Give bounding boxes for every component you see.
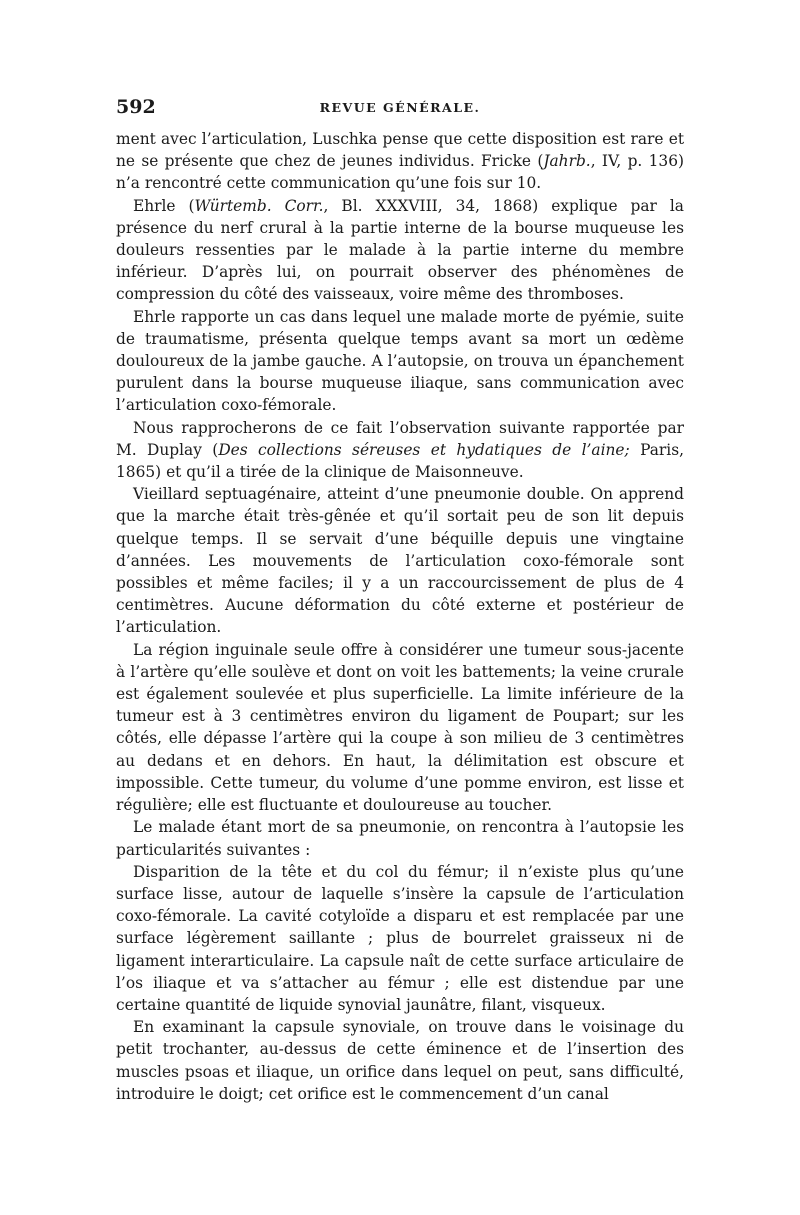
paragraph bbox=[116, 816, 684, 860]
paragraph bbox=[116, 306, 684, 417]
text-segment: , IV, p. 136) n’a rencontré cette communication qu’une fois sur 10. bbox=[116, 152, 684, 193]
paragraph bbox=[116, 1016, 684, 1105]
running-title: REVUE GÉNÉRALE. bbox=[319, 100, 481, 115]
paragraph bbox=[116, 483, 684, 638]
paragraph bbox=[116, 861, 684, 1016]
text-segment: Ehrle rapporte un cas dans lequel une malade morte de pyémie, suite de traumatisme, présenta quelque temps avant sa mort un œdème douloureux de la jambe gauche. A l’autopsie, on trouva un épanchement purulent dans la bourse muqueuse iliaque, sans communication avec l’articulation coxo-fémorale. bbox=[116, 307, 684, 415]
text-segment: , Bl. XXXVIII, 34, 1868) explique par la présence du nerf crural à la partie interne de la bourse muqueuse les douleurs ressenties par le malade à la partie interne du membre inférieur. D’après lui, on pourrait observer des phénomènes de compression du côté des vaisseaux, voire même des thromboses. bbox=[116, 196, 684, 304]
body-text bbox=[116, 128, 684, 1105]
text-segment: Paris, 1865) et qu’il a tirée de la clinique de Maisonneuve. bbox=[116, 440, 685, 482]
text-segment: Vieillard septuagénaire, atteint d’une pneumonie double. On apprend que la marche était très-gênée et qu’il sortait peu de son lit depuis quelque temps. Il se servait d’une béquille depuis une vingtaine d’années. Les mouvements de l’articulation coxo-fémorale sont possibles et même faciles; il y a un raccourcissement de plus de 4 centimètres. Aucune déformation du côté externe et postérieur de l’articulation. bbox=[116, 485, 684, 637]
paragraph bbox=[116, 195, 684, 306]
citation-italic: Jahrb. bbox=[543, 152, 591, 171]
citation-italic: Des collections séreuses et hydatiques de l’aine; bbox=[218, 440, 630, 459]
book-page bbox=[116, 96, 684, 1105]
paragraph bbox=[116, 417, 684, 484]
page-header bbox=[116, 96, 684, 120]
citation-italic: Würtemb. Corr. bbox=[194, 196, 324, 215]
text-segment: Disparition de la tête et du col du fémur; il n’existe plus qu’une surface lisse, autour de laquelle s’insère la capsule de l’articulation coxo-fémorale. La cavité cotyloïde a disparu et est remplacée par une surface légèrement saillante ; plus de bourrelet graisseux ni de ligament interarticulaire. La capsule naît de cette surface articulaire de l’os iliaque et va s’attacher au fémur ; elle est distendue par une certaine quantité de liquide synovial jaunâtre, filant, visqueux. bbox=[116, 862, 684, 1014]
text-segment: Le malade étant mort de sa pneumonie, on rencontra à l’autopsie les particularités suivantes : bbox=[116, 818, 684, 859]
paragraph bbox=[116, 639, 684, 817]
text-segment: En examinant la capsule synoviale, on trouve dans le voisinage du petit trochanter, au-dessus de cette éminence et de l’insertion des muscles psoas et iliaque, un orifice dans lequel on peut, sans difficulté, introduire le doigt; cet orifice est le commencement d’un canal bbox=[116, 1018, 684, 1103]
text-segment: Nous rapprocherons de ce fait l’observation suivante rapportée par M. Duplay ( bbox=[116, 418, 684, 459]
text-segment: Ehrle ( bbox=[133, 196, 195, 215]
text-segment: La région inguinale seule offre à considérer une tumeur sous-jacente à l’artère qu’elle soulève et dont on voit les battements; la veine crurale est également soulevée et plus superficielle. La limite inférieure de la tumeur est à 3 centimètres environ du ligament de Poupart; sur les côtés, elle dépasse l’artère qui la coupe à son milieu de 3 centimètres au dedans et en dehors. En haut, la délimitation est obscure et impossible. Cette tumeur, du volume d’une pomme environ, est lisse et régulière; elle est fluctuante et douloureuse au toucher. bbox=[116, 640, 684, 815]
text-segment: ment avec l’articulation, Luschka pense que cette disposition est rare et ne se présente que chez de jeunes individus. Fricke ( bbox=[116, 130, 684, 171]
paragraph bbox=[116, 128, 684, 195]
page-number: 592 bbox=[116, 96, 156, 118]
